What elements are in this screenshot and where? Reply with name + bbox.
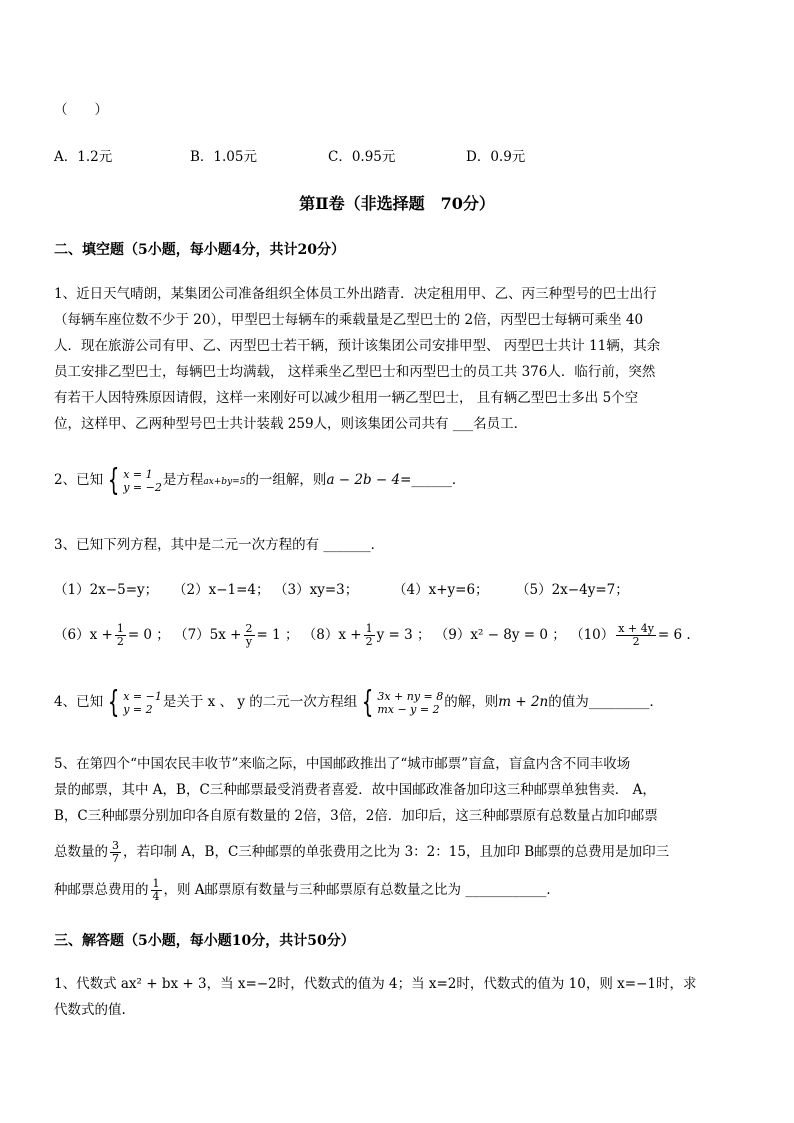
q5-line: 5、在第四个“中国农民丰收节”来临之际，中国邮政推出了“城市邮票”盲盒，盲盒内含不同丰收场 [54, 756, 631, 772]
q3-eq-6-frac: $\frac{1}{2}$ [116, 622, 124, 648]
q2-row1: x = 1 [123, 467, 153, 481]
q3-eq-7-frac: $\frac{2}{y}$ [245, 622, 253, 648]
q2-blank[interactable]: ______． [411, 472, 466, 488]
part-2-title: 第Ⅱ卷（非选择题 70分） [299, 194, 495, 213]
q2-expression: a − 2b − 4= [326, 472, 412, 488]
fill-question-3: 3、已知下列方程，其中是二元一次方程的有 _______． [54, 537, 385, 553]
answer-parentheses: （ ） [54, 102, 108, 118]
q3-eq-5: （5）2x−4y=7； [516, 582, 629, 598]
q1-line: （每辆车座位数不少于 20），甲型巴士每辆车的乘载量是乙型巴士的 2倍，丙型巴士每辆可乘坐 40 [54, 312, 644, 328]
q3-eq-8-tail: y = 3 ； [376, 627, 431, 643]
q2-mid2: 的一组解，则 [245, 472, 327, 488]
q3-eq-8-frac: $\frac{1}{2}$ [365, 622, 373, 648]
q2-system: { x = 1 y = −2 [107, 462, 162, 498]
q3-eq-10-frac: $\frac{x + 4y}{2}$ [618, 622, 654, 648]
q5-frac-3-7: $\frac{3}{7}$ [112, 839, 119, 865]
q2-row2: y = −2 [123, 480, 162, 494]
q3-equations-row-2 [54, 618, 691, 652]
answer-question-1: 1、代数式 ax² + bx + 3，当 x=−2时，代数式的值为 4；当 x=2时，代数式的值为 10，则 x=−1时，求 [54, 976, 697, 992]
q4-tail[interactable]: 的值为_________． [548, 694, 663, 710]
q1-line: 人．现在旅游公司有甲、乙、丙型巴士若干辆，预计该集团公司安排甲型、 丙型巴士共计 11辆，其余 [54, 338, 661, 354]
section-3-heading: 三、解答题（5小题，每小题10分，共计50分） [54, 933, 355, 949]
q3-eq-10-tail: = 6 . [657, 627, 691, 643]
option-c[interactable]: C．0.95元 [328, 149, 396, 165]
q1-line: 员工安排乙型巴士，每辆巴士均满载， 这样乘坐乙型巴士和丙型巴士的员工共 376人．临行前，突然 [54, 364, 656, 380]
q1-line: 有若干人因特殊原因请假，这样一来刚好可以减少租用一辆乙型巴士， 且有辆乙型巴士多出 5个空 [54, 390, 639, 406]
fill-question-2 [54, 462, 465, 500]
q4-mid1: 是关于 x 、 y 的二元一次方程组 [162, 694, 358, 710]
q5-line: 总数量的 $\frac{3}{7}$ ，若印制 A，B，C三种邮票的单张费用之比为 3：2：15，且加印 B邮票的总费用是加印三 [54, 839, 670, 865]
option-d[interactable]: D．0.9元 [466, 149, 526, 165]
q4-mid2: 的解，则 [444, 694, 499, 710]
q4-system-2: { 3x + ny = 8 mx − y = 2 [362, 684, 444, 720]
q5-line: 景的邮票，其中 A，B，C三种邮票最受消费者喜爱．故中国邮政准备加印这三种邮票单独售卖． A， [54, 782, 656, 798]
q3-eq-4: （4）x+y=6； [393, 582, 489, 598]
q5-line: 种邮票总费用的 $\frac{1}{4}$ ，则 A邮票原有数量与三种邮票原有总数量之比为 ____________． [54, 877, 560, 903]
q3-eq-6: （6）x + [54, 627, 113, 643]
q2-equation: ax+by=5 [203, 477, 246, 487]
q3-eq-1: （1）2x−5=y； [54, 582, 159, 598]
q5-frac-1-4: $\frac{1}{4}$ [152, 877, 160, 903]
q4-expression: m + 2n [498, 694, 549, 710]
q4-system-1: { x = −1 y = 2 [107, 684, 162, 720]
q3-eq-7-tail: = 1 ； [256, 627, 299, 643]
answer-question-1-cont: 代数式的值. [54, 1002, 126, 1018]
q1-line: 位，这样甲、乙两种型号巴士共计装载 259人，则该集团公司共有 ___名员工． [54, 416, 528, 432]
q5-line: B，C三种邮票分别加印各自原有数量的 2倍，3倍，2倍．加印后，这三种邮票原有总数量占加印邮票 [54, 808, 658, 824]
q3-eq-10: （10） [570, 627, 615, 643]
q2-mid1: 是方程 [162, 472, 204, 488]
q1-line: 1、近日天气晴朗，某集团公司准备组织全体员工外出踏青．决定租用甲、乙、丙三种型号的巴士出行 [54, 286, 657, 302]
q3-eq-2: （2）x−1=4； [173, 582, 270, 598]
q3-eq-3: （3）xy=3； [274, 582, 359, 598]
option-b[interactable]: B．1.05元 [190, 149, 257, 165]
fill-question-4 [54, 684, 663, 720]
q4-prefix: 4、已知 [54, 694, 104, 710]
q2-prefix: 2、已知 [54, 472, 104, 488]
q3-eq-6-tail: = 0 ； [127, 627, 170, 643]
q3-eq-7: （7）5x + [174, 627, 242, 643]
option-a[interactable]: A．1.2元 [54, 149, 113, 165]
q3-eq-9: （9）x² − 8y = 0 ； [434, 627, 566, 643]
q3-eq-8: （8）x + [302, 627, 362, 643]
section-2-heading: 二、填空题（5小题，每小题4分，共计20分） [54, 242, 345, 258]
